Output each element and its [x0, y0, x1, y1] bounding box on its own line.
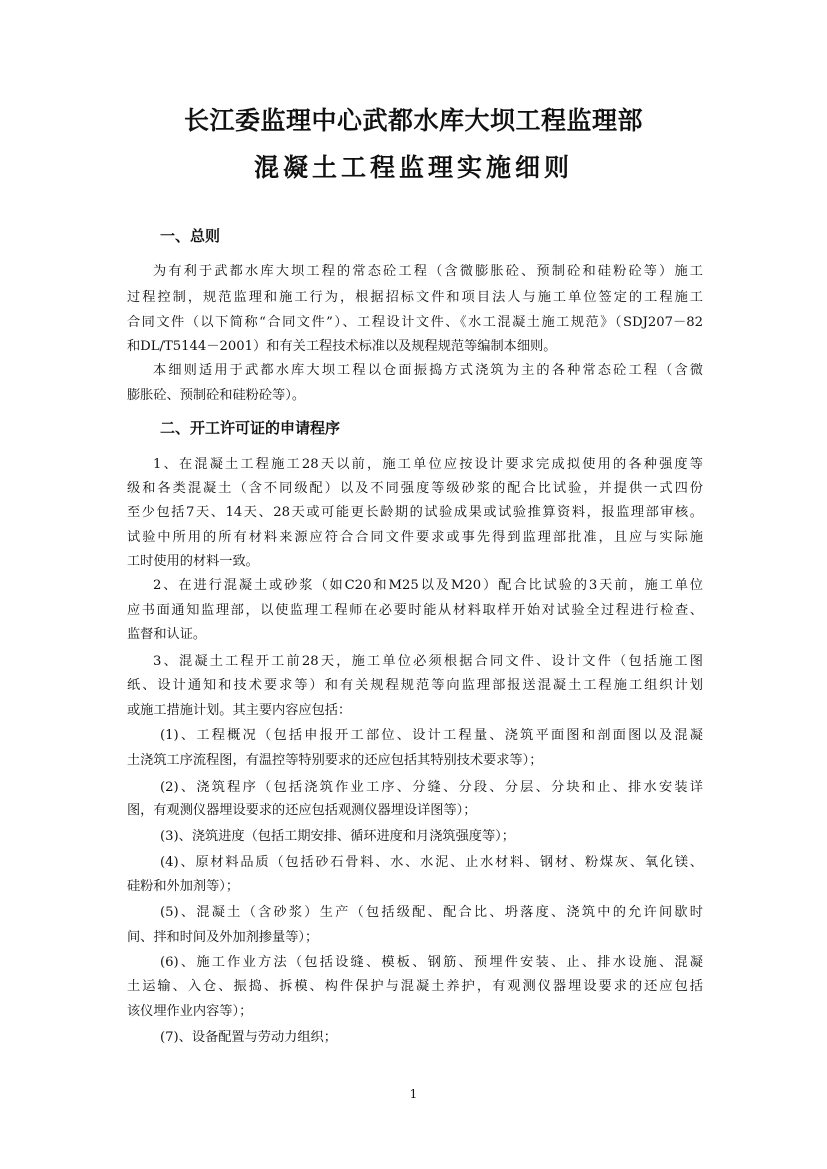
paragraph-line: 过程控制，规范监理和施工行为，根据招标文件和项目法人与施工单位签定的工程施工: [127, 290, 703, 305]
list-item-line: (1)、工程概况（包括申报开工部位、设计工程量、浇筑平面图和剖面图以及混凝: [160, 728, 703, 743]
list-item-line: 土浇筑工序流程图，有温控等特别要求的还应包括其特别技术要求等）；: [127, 753, 543, 768]
list-item-line: 间、拌和时间及外加剂掺量等）；: [127, 930, 319, 945]
list-item-line: (4)、原材料品质（包括砂石骨料、水、水泥、止水材料、钢材、粉煤灰、氧化镁、: [160, 855, 703, 870]
paragraph-line: 级和各类混凝土（含不同级配）以及不同强度等级砂浆的配合比试验，并提供一式四份: [127, 481, 703, 496]
paragraph-line: 或施工措施计划。其主要内容应包括：: [127, 703, 352, 718]
paragraph-line: 1、在混凝土工程施工28天以前，施工单位应按设计要求完成拟使用的各种强度等: [153, 457, 703, 472]
list-item-line: (7)、设备配置与劳动力组织；: [160, 1030, 337, 1045]
paragraph-line: 3、混凝土工程开工前28天，施工单位必须根据合同文件、设计文件（包括施工图: [153, 654, 703, 669]
paragraph-line: 监督和认证。: [127, 627, 207, 642]
list-item-line: (2)、浇筑程序（包括浇筑作业工序、分缝、分段、分层、分块和止、排水安装详: [160, 780, 703, 795]
paragraph-line: 至少包括7天、14天、28天或可能更长龄期的试验成果或试验推算资料，报监理部审核。: [127, 505, 703, 520]
list-item-line: 硅粉和外加剂等）；: [127, 879, 240, 894]
paragraph-line: 和DL/T5144－2001）和有关工程技术标准以及规程规范等编制本细则。: [127, 339, 557, 354]
document-title-line2: 混凝土工程监理实施细则: [253, 153, 573, 182]
list-item-line: (6)、施工作业方法（包括设缝、模板、钢筋、预埋件安装、止、排水设施、混凝: [160, 955, 703, 970]
paragraph-line: 2、在进行混凝土或砂浆（如C20和M25以及M20）配合比试验的3天前，施工单位: [153, 578, 703, 593]
paragraph-line: 合同文件（以下简称“合同文件”）、工程设计文件、《水工混凝土施工规范》（SDJ207－82: [127, 315, 703, 330]
list-item-line: 该仪埋作业内容等）；: [127, 1004, 253, 1019]
paragraph-line: 试验中所用的所有材料来源应符合合同文件要求或事先得到监理部批准，且应与实际施: [127, 530, 703, 545]
section-heading-general: 一、总则: [160, 227, 221, 245]
list-item-line: 图，有观测仪器埋设要求的还应包括观测仪器埋设详图等）；: [127, 803, 477, 818]
paragraph-line: 为有利于武都水库大坝工程的常态砼工程（含微膨胀砼、预制砼和硅粉砼等）施工: [153, 264, 703, 279]
list-item-line: (5)、混凝土（含砂浆）生产（包括级配、配合比、坍落度、浇筑中的允许间歇时: [160, 905, 703, 920]
paragraph-line: 膨胀砼、预制砼和硅粉砼等）。: [127, 388, 306, 403]
paragraph-line: 本细则适用于武都水库大坝工程以仓面振捣方式浇筑为主的各种常态砼工程（含微: [153, 363, 703, 378]
paragraph-line: 应书面通知监理部，以使监理工程师在必要时能从材料取样开始对试验全过程进行检查、: [127, 603, 703, 618]
paragraph-line: 工时使用的材料一致。: [127, 554, 259, 569]
section-heading-permit: 二、开工许可证的申请程序: [160, 419, 341, 437]
page-number: 1: [409, 1087, 418, 1101]
list-item-line: (3)、浇筑进度（包括工期安排、循环进度和月浇筑强度等）；: [160, 829, 515, 844]
document-title-line1: 长江委监理中心武都水库大坝工程监理部: [183, 106, 643, 135]
list-item-line: 土运输、入仓、振捣、拆模、构件保护与混凝土养护，有观测仪器埋设要求的还应包括: [127, 979, 703, 994]
paragraph-line: 纸、设计通知和技术要求等）和有关规程规范等向监理部报送混凝土工程施工组织计划: [127, 678, 703, 693]
